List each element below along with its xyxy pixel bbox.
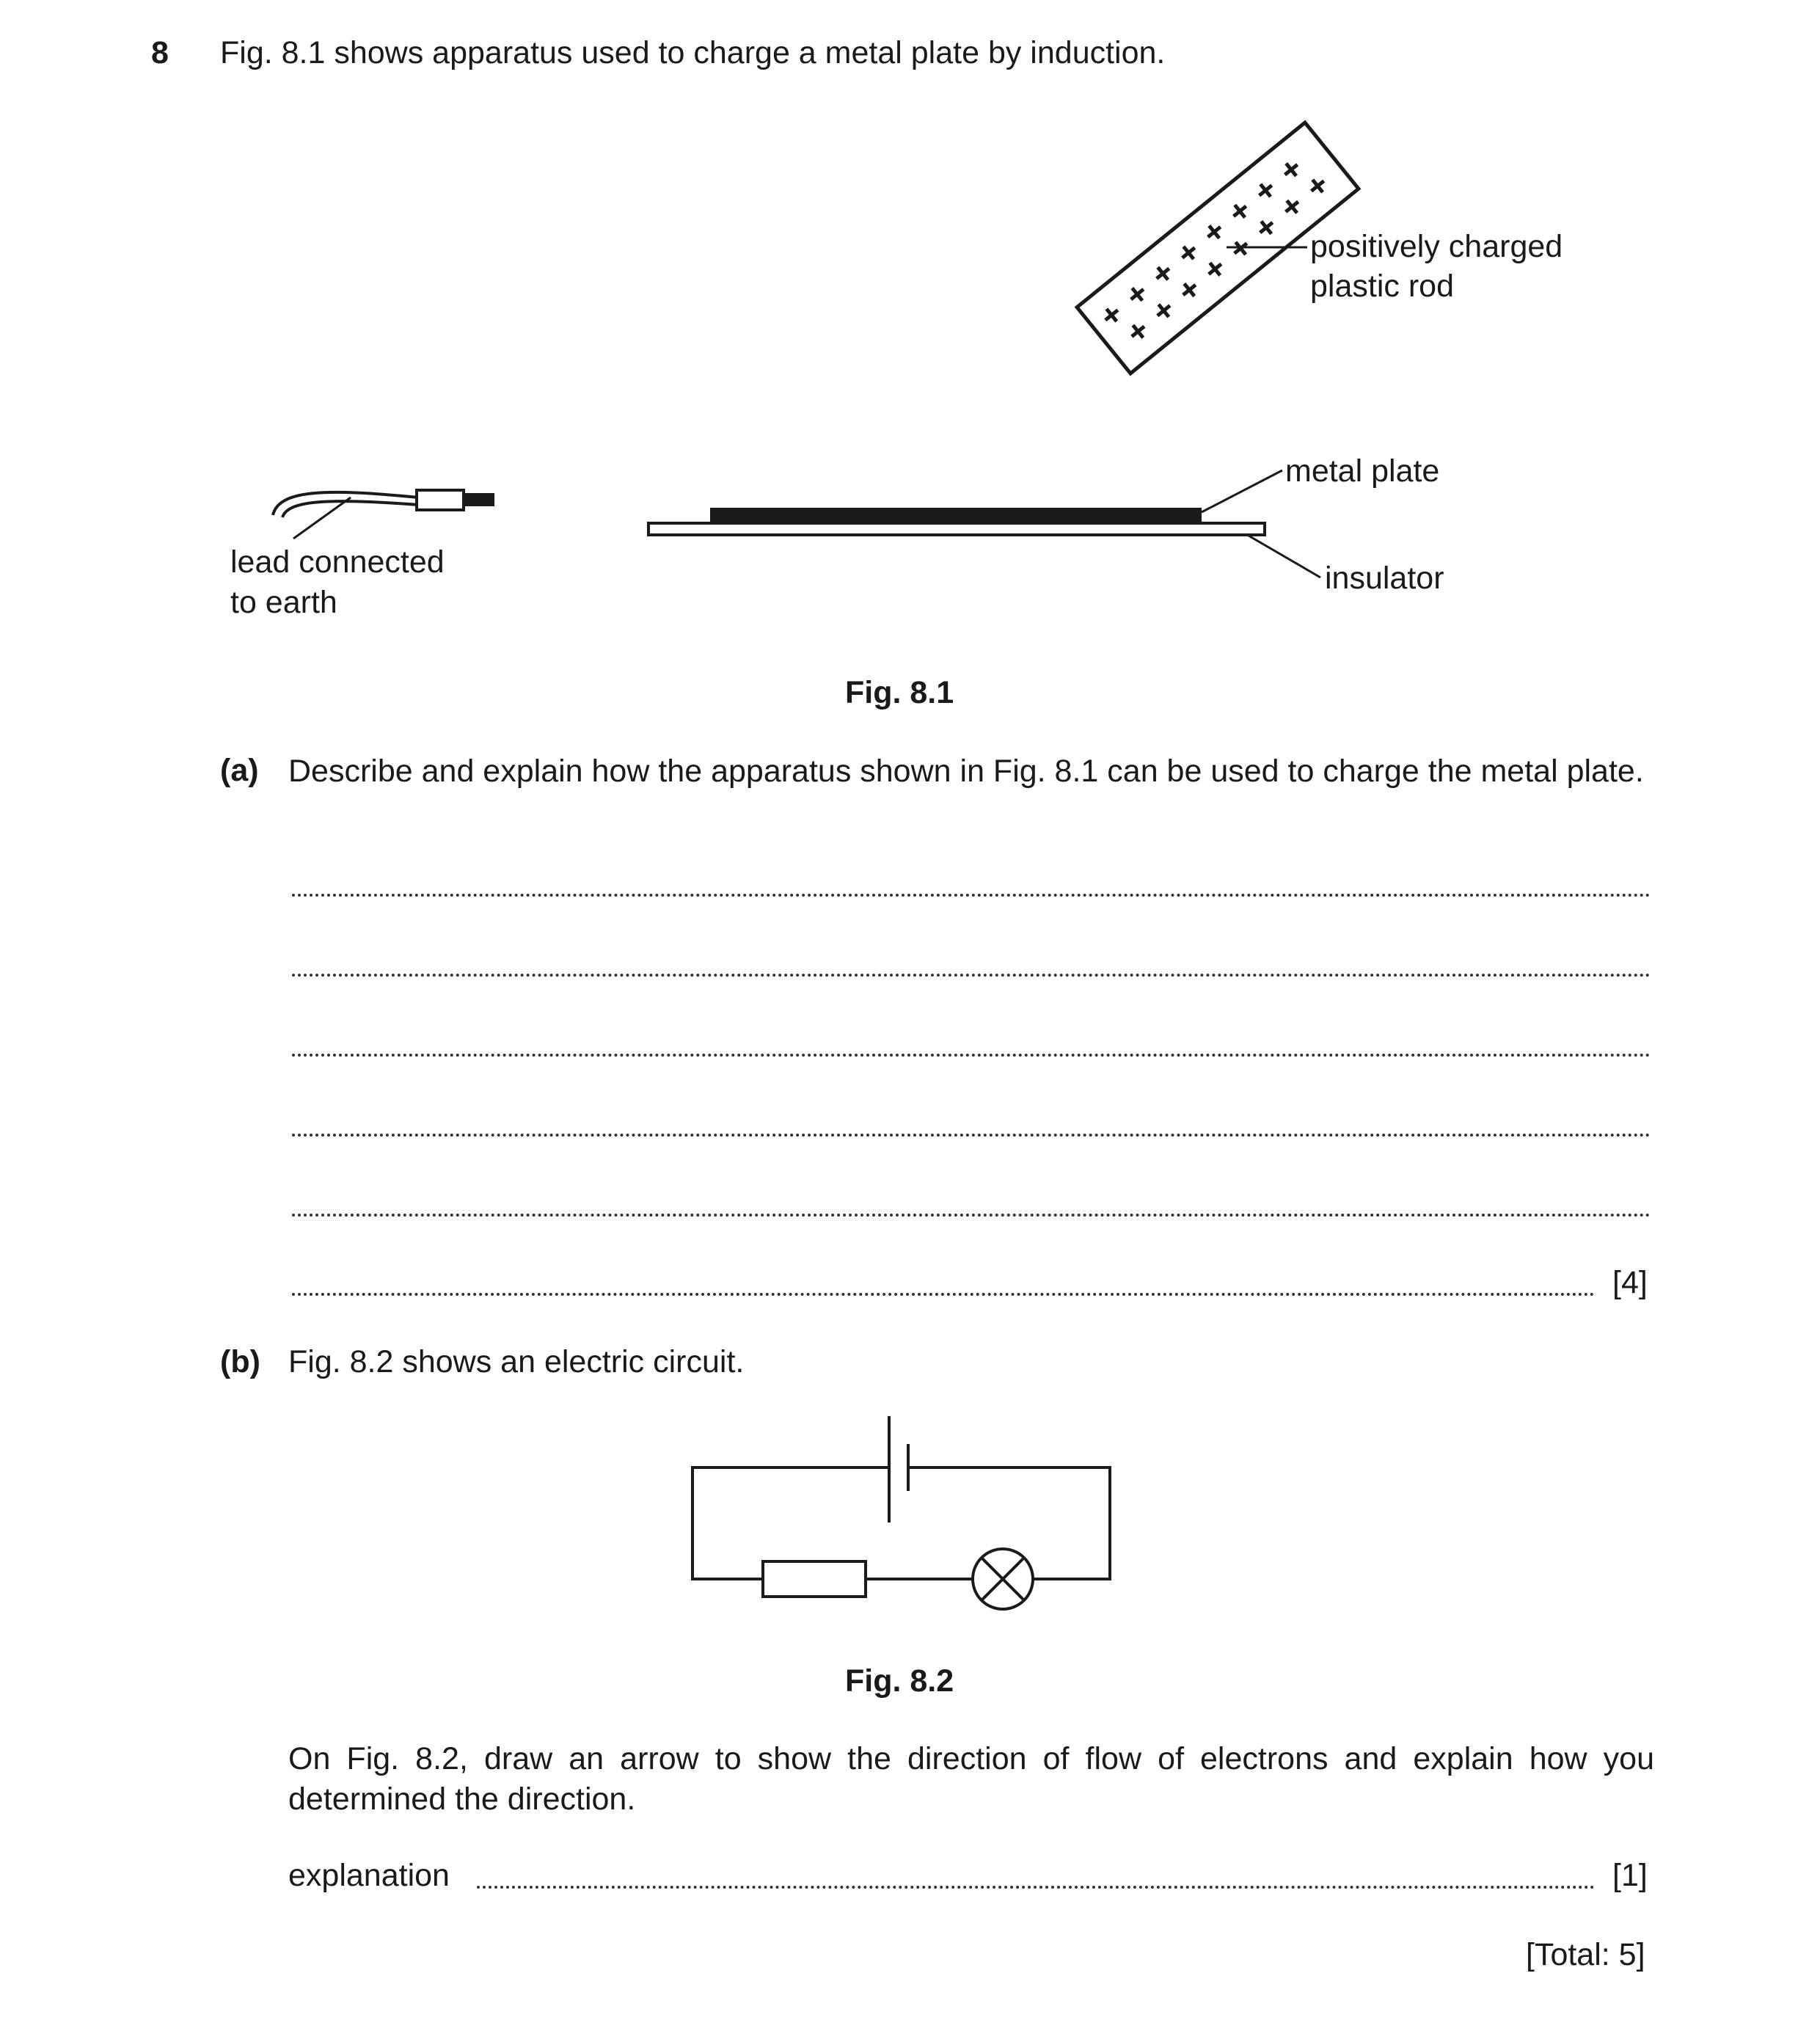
total-marks: [Total: 5] <box>1526 1937 1645 1972</box>
plate-label: metal plate <box>1285 453 1440 489</box>
question-intro: Fig. 8.1 shows apparatus used to charge a metal plate by induction. <box>220 35 1166 70</box>
part-a-label: (a) <box>220 753 259 788</box>
answer-line-2[interactable] <box>292 974 1651 977</box>
insulator-label: insulator <box>1325 561 1444 596</box>
part-b-label: (b) <box>220 1344 260 1379</box>
part-a-marks: [4] <box>1612 1265 1648 1300</box>
answer-line-1[interactable] <box>292 894 1651 897</box>
explanation-line[interactable] <box>477 1886 1595 1889</box>
part-a-text: Describe and explain how the apparatus shown in Fig. 8.1 can be used to charge the metal plate. <box>288 754 1644 789</box>
earth-lead-plug <box>417 490 464 510</box>
part-b-instruction: On Fig. 8.2, draw an arrow to show the direction of flow of electrons and explain how you determined the direction. <box>288 1741 1654 1817</box>
answer-line-4[interactable] <box>292 1134 1651 1137</box>
metal-plate <box>710 508 1202 523</box>
answer-line-6[interactable] <box>292 1293 1595 1296</box>
fig-8-2-caption: Fig. 8.2 <box>845 1663 954 1699</box>
insulator-leader-line <box>1249 536 1320 577</box>
lead-label-line1: lead connected <box>230 544 445 580</box>
fig-8-2-circuit <box>0 1394 1820 1636</box>
resistor <box>763 1561 866 1597</box>
earth-lead-tip <box>464 493 494 506</box>
question-number: 8 <box>151 35 169 70</box>
lead-label-line2: to earth <box>230 585 337 620</box>
answer-line-5[interactable] <box>292 1214 1651 1217</box>
fig-8-1-caption: Fig. 8.1 <box>845 675 954 710</box>
rod-label-line2: plastic rod <box>1310 269 1454 304</box>
part-b-marks: [1] <box>1612 1858 1648 1893</box>
answer-line-3[interactable] <box>292 1054 1651 1057</box>
plate-leader-line <box>1202 470 1282 512</box>
explanation-label: explanation <box>288 1858 450 1893</box>
part-b-intro: Fig. 8.2 shows an electric circuit. <box>288 1344 745 1379</box>
rod-label-line1: positively charged <box>1310 229 1563 264</box>
insulator <box>648 523 1265 535</box>
